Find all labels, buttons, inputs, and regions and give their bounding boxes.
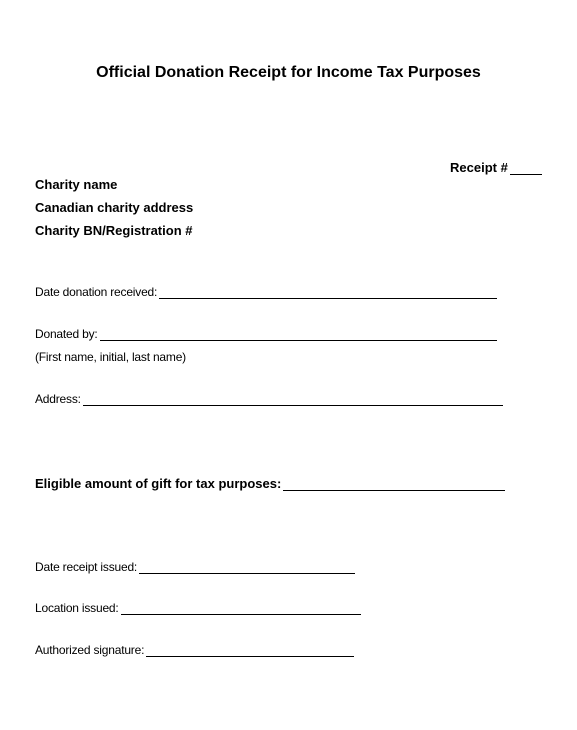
signature-row [35,643,354,657]
donated-by-hint: (First name, initial, last name) [35,350,186,364]
date-received-line[interactable] [159,285,497,299]
signature-label: Authorized signature: [35,643,145,657]
donated-by-row [35,327,497,341]
date-received-label: Date donation received: [35,285,158,299]
location-issued-line[interactable] [121,601,361,615]
receipt-number [450,160,542,175]
date-issued-label: Date receipt issued: [35,560,138,574]
location-issued-label: Location issued: [35,601,119,615]
date-issued-line[interactable] [139,560,355,574]
date-issued-row [35,560,355,574]
eligible-amount-line[interactable] [283,477,505,491]
receipt-number-line[interactable] [510,161,542,175]
receipt-number-label: Receipt # [450,160,508,175]
address-line[interactable] [83,392,503,406]
address-row [35,392,503,406]
eligible-amount-row [35,476,505,491]
donated-by-label: Donated by: [35,327,98,341]
date-received-row [35,285,497,299]
signature-line[interactable] [146,643,354,657]
charity-name: Charity name [35,177,118,192]
charity-address: Canadian charity address [35,200,194,215]
eligible-amount-label: Eligible amount of gift for tax purposes: [35,476,282,491]
donated-by-line[interactable] [100,327,497,341]
charity-bn: Charity BN/Registration # [35,223,193,238]
document-title: Official Donation Receipt for Income Tax Purposes [96,64,481,81]
address-label: Address: [35,392,81,406]
location-issued-row [35,601,361,615]
